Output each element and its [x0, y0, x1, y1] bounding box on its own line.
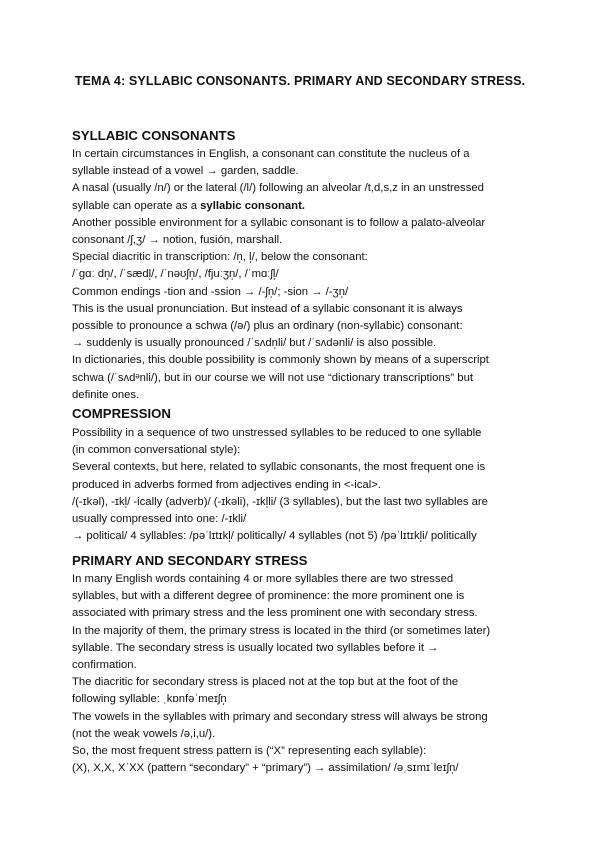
text-line: definite ones. — [72, 388, 140, 401]
section-body-primary-secondary-stress — [72, 571, 532, 777]
text-line: (X), X,X, XˈXX (pattern “secondary” + “primary”) → assimilation/ /əˌsɪmɪˈleɪʃn̩/ — [72, 762, 459, 775]
text-line: usually compressed into one: /-ɪkli/ — [72, 513, 247, 526]
text-line: In the majority of them, the primary stress is located in the third (or sometimes later) — [72, 624, 491, 637]
text-line-with-bold — [72, 198, 532, 215]
text-line: Another possible environment for a syllabic consonant is to follow a palato-alveolar — [72, 216, 486, 229]
text-line: This is the usual pronunciation. But instead of a syllabic consonant it is always — [72, 302, 463, 315]
section-heading-syllabic-consonants: SYLLABIC CONSONANTS — [72, 128, 236, 143]
text-line: (in common conversational style): — [72, 444, 241, 457]
text-line: So, the most frequent stress pattern is (“X” representing each syllable): — [72, 745, 427, 758]
section-body-syllabic-consonants — [72, 146, 532, 404]
text-line: possible to pronounce a schwa (/ə/) plus an ordinary (non-syllabic) consonant: — [72, 320, 463, 333]
text-line: In many English words containing 4 or more syllables there are two stressed — [72, 573, 454, 585]
text-line: The diacritic for secondary stress is placed not at the top but at the foot of the — [72, 676, 459, 689]
page-title: TEMA 4: SYLLABIC CONSONANTS. PRIMARY AND SECONDARY STRESS. — [74, 74, 526, 88]
text-line: syllable. The secondary stress is usually located two syllables before it → — [72, 641, 439, 654]
text-line: following syllable: ˌkɒnfəˈmeɪʃn̩ — [72, 693, 227, 706]
text-line: /(-ɪkəl), -ɪkl̩/ -ically (adverb)/ (-ɪkəli), -ɪkl̩li/ (3 syllables), but the last two syllables are — [72, 495, 488, 508]
text-line: Special diacritic in transcription: /n̩, l̩/, below the consonant: — [72, 251, 368, 264]
text-line: schwa (/ˈsʌdᵊnli/), but in our course we will not use “dictionary transcriptions” but — [72, 371, 474, 384]
text-line: A nasal (usually /n/) or the lateral (/l/) following an alveolar /t,d,s,z in an unstressed — [72, 182, 484, 195]
text-line: Common endings -tion and -ssion → /-ʃn̩/; -sion → /-ʒn̩/ — [72, 285, 349, 298]
text-line: In dictionaries, this double possibility is commonly shown by means of a superscript — [72, 354, 489, 367]
text-segment: syllable can operate as a — [72, 199, 201, 212]
text-line: (not the weak vowels /ə,i,u/). — [72, 727, 216, 740]
text-line: produced in adverbs formed from adjectives ending in <-ical>. — [72, 478, 381, 491]
text-line: /ˈgɑː dn̩/, /ˈsædl̩/, /ˈnəʊʃn̩/, /fjuːʒn̩/, /ˈmɑːʃl̩/ — [72, 268, 279, 281]
text-line: → suddenly is usually pronounced /ˈsʌdn̩li/ but /ˈsʌdənli/ is also possible. — [72, 337, 437, 350]
text-line: syllable instead of a vowel → garden, saddle. — [72, 165, 299, 178]
section-body-compression — [72, 425, 532, 545]
text-line: associated with primary stress and the less prominent one with secondary stress. — [72, 607, 478, 620]
section-heading-primary-secondary-stress: PRIMARY AND SECONDARY STRESS — [72, 553, 308, 568]
text-line: In certain circumstances in English, a consonant can constitute the nucleus of a — [72, 148, 470, 160]
text-line: The vowels in the syllables with primary and secondary stress will always be strong — [72, 710, 488, 723]
section-heading-compression: COMPRESSION — [72, 406, 171, 421]
text-line: consonant /ʃ,ʒ/ → notion, fusión, marshall. — [72, 234, 283, 247]
text-line: confirmation. — [72, 659, 137, 672]
text-line: Possibility in a sequence of two unstressed syllables to be reduced to one syllable — [72, 427, 482, 439]
text-line: Several contexts, but here, related to syllabic consonants, the most frequent one is — [72, 461, 486, 474]
bold-term: syllabic consonant. — [200, 199, 305, 212]
text-line: syllables, but with a different degree of prominence: the more prominent one is — [72, 590, 465, 603]
text-line: → political/ 4 syllables: /pəˈlɪtɪkl̩/ politically/ 4 syllables (not 5) /pəˈlɪtɪkl̩i/ politically — [72, 530, 477, 543]
